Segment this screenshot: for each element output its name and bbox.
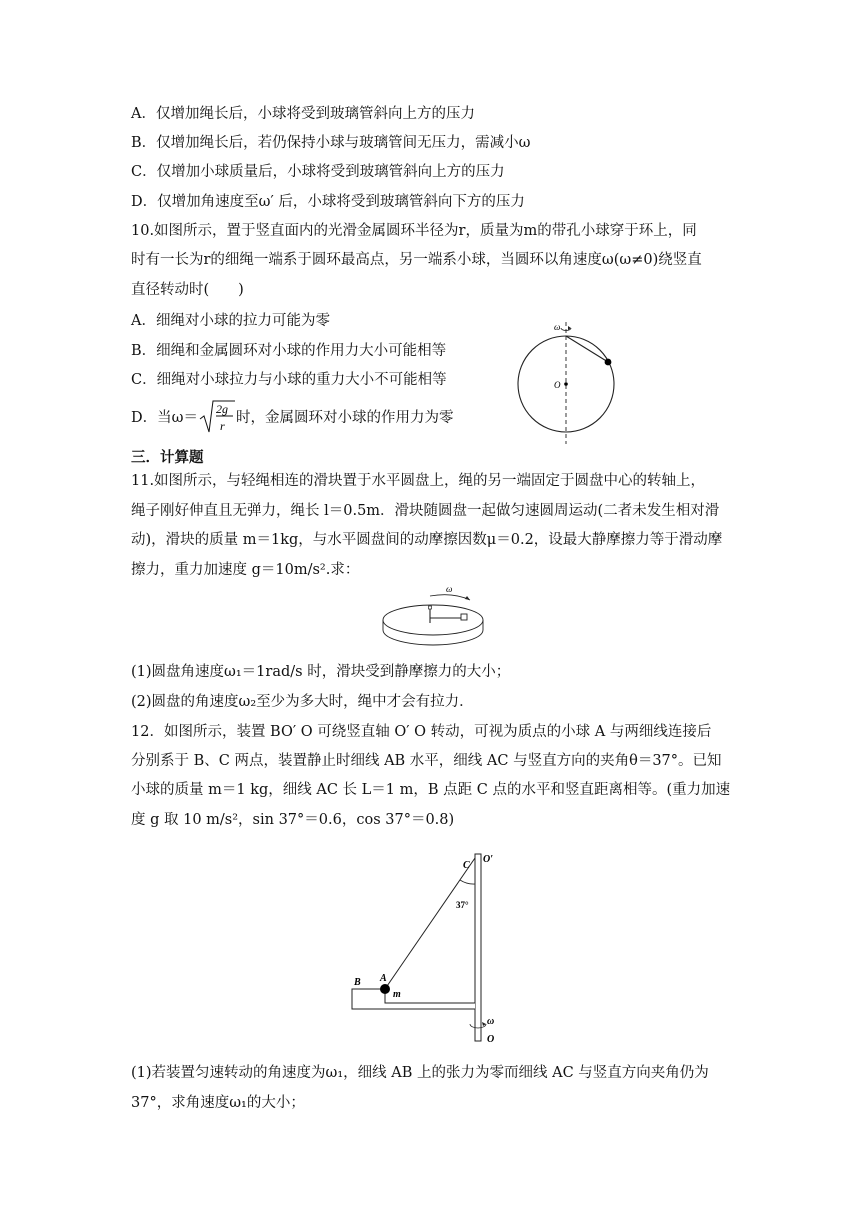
q11-axle-top <box>429 606 432 609</box>
q11-arrow-head <box>465 596 470 600</box>
q12-omega-label: ω <box>487 1016 495 1027</box>
q10-sqrt-numerator: 2g <box>215 402 228 416</box>
q11-rotation-arrow <box>430 595 470 600</box>
q10-ring-figure <box>508 318 628 446</box>
q9-option-d: D．仅增加角速度至ω′ 后，小球将受到玻璃管斜向下方的压力 <box>131 194 525 210</box>
q12-stem-line1: 12．如图所示，装置 BO′ O 可绕竖直轴 O′ O 转动，可视为质点的小球 A 与两细线连接后 <box>131 724 712 740</box>
q12-sub1-line1: (1)若装置匀速转动的角速度为ω₁，细线 AB 上的张力为零而细线 AC 与竖直方向夹角仍为 <box>131 1065 709 1081</box>
q10-stem-line3: 直径转动时( ) <box>131 282 244 298</box>
q10-omega-label: ω <box>554 322 561 332</box>
q12-label-c: C <box>463 860 470 871</box>
q10-option-a: A．细绳对小球的拉力可能为零 <box>131 313 330 329</box>
q12-stem-line3: 小球的质量 m＝1 kg，细线 AC 长 L＝1 m，B 点距 C 点的水平和竖直距离相等。(重力加速 <box>131 782 731 798</box>
q10-center-dot <box>564 382 568 386</box>
q12-stem-line2: 分别系于 B、C 两点，装置静止时细线 AB 水平，细线 AC 与竖直方向的夹角θ＝37°。已知 <box>131 753 722 769</box>
q11-disk-figure <box>378 584 488 648</box>
q10-sqrt-denominator: r <box>219 419 225 433</box>
q9-option-b: B．仅增加绳长后，若仍保持小球与玻璃管间无压力，需减小ω <box>131 135 531 151</box>
q12-label-a: A <box>380 973 387 984</box>
q11-stem-line4: 擦力，重力加速度 g＝10m/s².求： <box>131 562 360 578</box>
q12-device-figure <box>340 848 510 1048</box>
q12-angle-arc <box>460 880 475 884</box>
q11-slider-block <box>461 614 467 620</box>
q10-option-d-prefix: D．当ω＝ <box>131 410 198 426</box>
q12-lower-bracket <box>352 989 475 1009</box>
q10-center-label: O <box>554 380 561 390</box>
q11-omega-label: ω <box>446 584 453 594</box>
q12-stem-line4: 度 g 取 10 m/s²，sin 37°＝0.6，cos 37°＝0.8) <box>131 812 455 828</box>
q10-stem-line2: 时有一长为r的细绳一端系于圆环最高点，另一端系小球，当圆环以角速度ω(ω≠0)绕竖直 <box>131 252 702 268</box>
q12-sub1-line2: 37°，求角速度ω₁的大小； <box>131 1095 305 1111</box>
q12-label-o-top: O′ <box>483 854 494 865</box>
q11-sub1: (1)圆盘角速度ω₁＝1rad/s 时，滑块受到静摩擦力的大小； <box>131 664 511 680</box>
q12-label-m: m <box>393 989 401 1000</box>
q9-option-c: C．仅增加小球质量后，小球将受到玻璃管斜向上方的压力 <box>131 164 505 180</box>
q11-sub2: (2)圆盘的角速度ω₂至少为多大时，绳中才会有拉力． <box>131 694 474 710</box>
q10-sqrt-formula <box>198 399 236 435</box>
q12-label-b: B <box>354 977 361 988</box>
q9-option-a: A．仅增加绳长后，小球将受到玻璃管斜向上方的压力 <box>131 106 475 122</box>
q10-string <box>566 336 608 362</box>
q10-ball <box>605 359 612 366</box>
q10-option-d <box>131 402 454 433</box>
q12-string-ac <box>385 858 475 989</box>
section-3-title: 三．计算题 <box>131 449 204 466</box>
q11-stem-line3: 动)，滑块的质量 m＝1kg，与水平圆盘间的动摩擦因数μ＝0.2，设最大静摩擦力等于滑动摩 <box>131 532 723 548</box>
q12-ball-a <box>380 984 390 994</box>
q12-angle-label: 37° <box>456 900 469 910</box>
q12-label-o-bottom: O <box>487 1034 495 1045</box>
q11-stem-line1: 11.如图所示，与轻绳相连的滑块置于水平圆盘上，绳的另一端固定于圆盘中心的转轴上， <box>131 473 706 489</box>
q10-option-d-suffix: 时，金属圆环对小球的作用力为零 <box>235 410 454 426</box>
q12-vertical-shaft <box>475 854 481 1041</box>
q11-disk-top <box>383 605 483 635</box>
q10-option-c: C．细绳对小球拉力与小球的重力大小不可能相等 <box>131 372 447 388</box>
q10-option-b: B．细绳和金属圆环对小球的作用力大小可能相等 <box>131 343 447 359</box>
q11-stem-line2: 绳子刚好伸直且无弹力，绳长 l＝0.5m．滑块随圆盘一起做匀速圆周运动(二者未发生相对滑 <box>131 503 720 519</box>
q10-stem-line1: 10.如图所示，置于竖直面内的光滑金属圆环半径为r，质量为m的带孔小球穿于环上，同 <box>131 223 697 239</box>
